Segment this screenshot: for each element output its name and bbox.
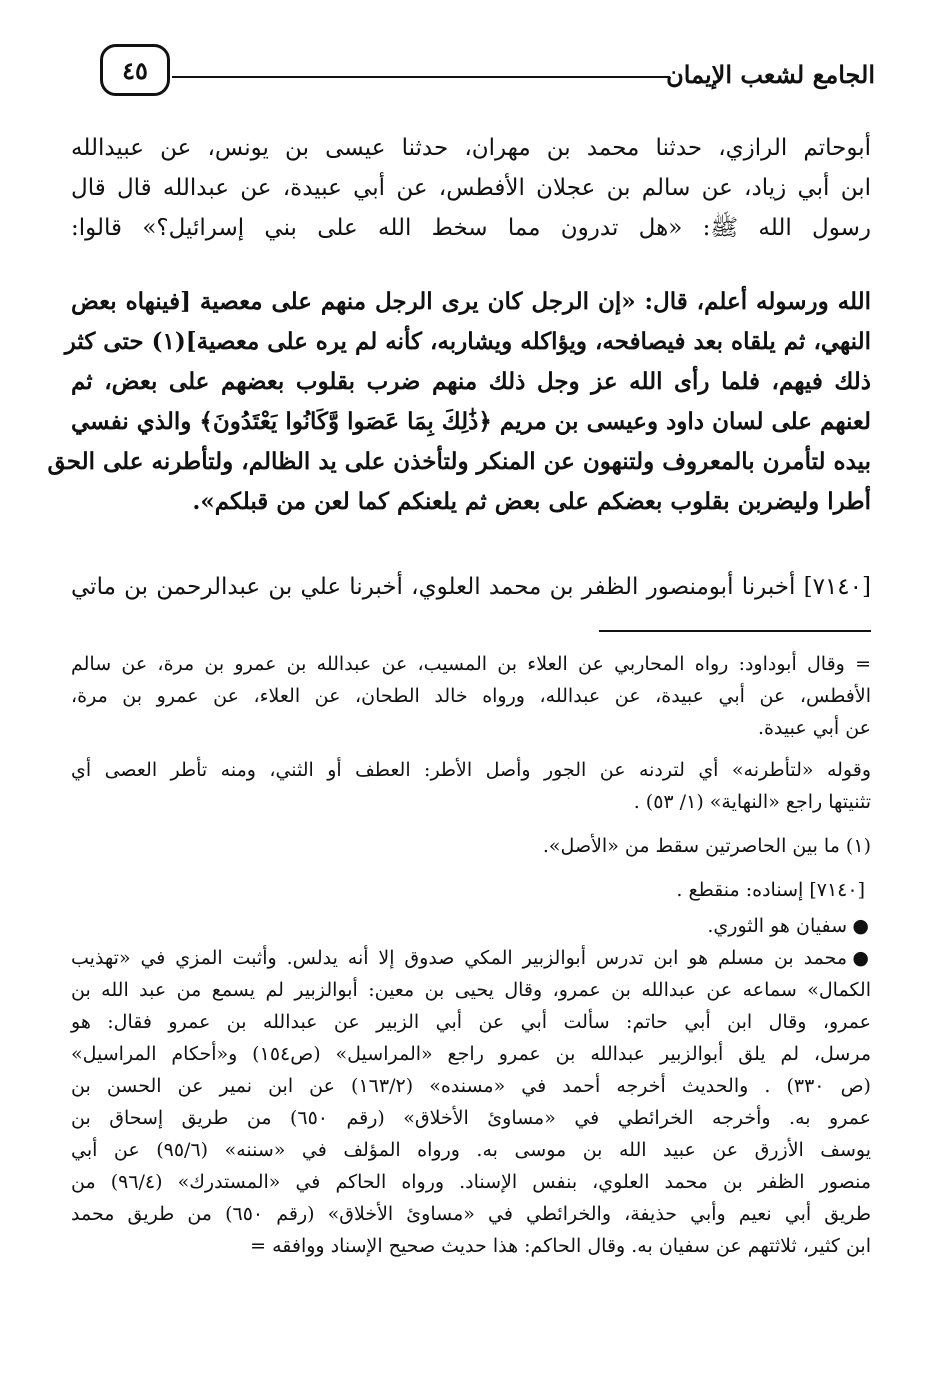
- bullet-text: سفيان هو الثوري.: [707, 915, 847, 937]
- footnote-line: عن أبي عبيدة.: [757, 717, 871, 739]
- text-line: أبوحاتم الرازي، حدثنا محمد بن مهران، حدثنا عيسى بن يونس، عن عبيدالله: [71, 135, 871, 161]
- footnote-line: الكمال» سماعه عن عبدالله بن عمرو، وقال يحيى بن معين: أبوالزبير لم يسمع من عبد الله بن: [71, 979, 871, 1001]
- footnote-line: مرسل، لم يلق أبوالزبير عبدالله بن عمرو راجع «المراسيل» (ص١٥٤) و«أحكام المراسيل»: [71, 1043, 872, 1065]
- text-line: ابن أبي زياد، عن سالم بن عجلان الأفطس، عن أبي عبيدة، عن عبدالله قال قال: [71, 175, 871, 201]
- text-line: [٧١٤٠] أخبرنا أبومنصور الظفر بن محمد العلوي، أخبرنا علي بن عبدالرحمن بن ماتي: [71, 574, 871, 600]
- bullet-text: محمد بن مسلم هو ابن تدرس أبوالزبير المكي صدوق إلا أنه يدلس. وأثبت المزي في «تهذيب: [71, 947, 847, 969]
- footnote-line: عمرو، وقال ابن أبي حاتم: سألت أبي عن أبي الزبير عن عبدالله بن عمرو فقال: هو: [71, 1011, 871, 1033]
- bullet-icon: ●: [852, 947, 869, 969]
- footnote-line: طريق أبي نعيم وأبي حذيفة، والخرائطي في «مساوئ الأخلاق» (رقم ٦٥٠) من طريق محمد: [71, 1203, 871, 1225]
- footnote-1: [71, 830, 871, 862]
- text-line: النهي، ثم يلقاه بعد فيصافحه، ويؤاكله ويشاربه، كأنه لم يره على معصية](١) حتى كثر: [64, 328, 871, 355]
- footnote-block-2: [71, 754, 871, 818]
- text-line: الله ورسوله أعلم، قال: «إن الرجل كان يرى الرجل منهم على معصية [فينهاه بعض: [71, 288, 871, 315]
- footnote-line: [71, 942, 871, 974]
- running-header: [100, 42, 875, 102]
- paragraph-2: [47, 282, 871, 522]
- text-line: ذلك فيهم، فلما رأى الله عز وجل ذلك منهم ضرب بقلوب بعضهم على بعض، ثم: [71, 368, 871, 395]
- footnote-block-1: [71, 648, 871, 744]
- footnote-line: (ص ٣٣٠) . والحديث أخرجه أحمد في «مسنده» (١٦٣/٢) عن ابن نمير عن الحسن بن: [71, 1075, 871, 1097]
- page-number: ٤٥: [122, 55, 148, 85]
- footnote-line: يوسف الأزرق عن عبيد الله بن موسى به. ورواه المؤلف في «سننه» (٩٥/٦) عن أبي: [71, 1139, 872, 1161]
- footnote-line: منصور الظفر بن محمد العلوي، بنفس الإسناد. ورواه الحاكم في «المستدرك» (٩٦/٤) من: [71, 1171, 872, 1193]
- footnote-line: [٧١٤٠] إسناده: منقطع .: [676, 879, 865, 901]
- paragraph-3: [71, 567, 871, 607]
- text-line: أطرا وليضربن بقلوب بعضكم على بعض ثم يلعنكم كما لعن من قبلكم».: [192, 488, 871, 515]
- footnote-line: [71, 910, 871, 942]
- footnote-line: (١) ما بين الحاصرتين سقط من «الأصل».: [542, 835, 871, 857]
- isnad-note: [71, 874, 871, 906]
- header-rule: [172, 76, 670, 78]
- footnote-line: وقوله «لتأطرنه» أي لتردنه عن الجور وأصل الأطر: العطف أو الثني، ومنه تأطر العصى أي: [71, 759, 871, 781]
- text-line: رسول الله ﷺ: «هل تدرون مما سخط الله على بني إسرائيل؟» قالوا:: [71, 215, 871, 241]
- bullet-note-1: [71, 910, 871, 942]
- bullet-note-2: [71, 942, 871, 1262]
- book-title: الجامع لشعب الإيمان: [666, 60, 875, 89]
- footnote-line: الأفطس، عن أبي عبيدة، عن عبدالله، ورواه خالد الطحان، عن العلاء، عن عمرو بن مرة،: [71, 685, 871, 707]
- paragraph-1: [71, 128, 871, 248]
- footnote-line: ابن كثير، ثلاثتهم عن سفيان به. وقال الحاكم: هذا حديث صحيح الإسناد ووافقه =: [250, 1235, 871, 1257]
- footnote-line: عمرو به. وأخرجه الخرائطي في «مساوئ الأخلاق» (رقم ٦٥٠) من طريق إسحاق بن: [71, 1107, 871, 1129]
- page-number-box: [100, 44, 170, 96]
- text-line: لعنهم على لسان داود وعيسى بن مريم ﴿ذَٰلِكَ بِمَا عَصَوا وَّكَانُوا يَعْتَدُونَ﴾ والذي نفسي: [71, 408, 871, 435]
- footnote-line: = وقال أبوداود: رواه المحاربي عن العلاء بن المسيب، عن عبدالله بن عمرو بن مرة، عن سالم: [71, 653, 871, 675]
- footnote-separator: [599, 630, 871, 632]
- text-line: بيده لتأمرن بالمعروف ولتنهون عن المنكر ولتأخذن على يد الظالم، ولتأطرنه على الحق: [47, 448, 871, 475]
- bullet-icon: ●: [852, 915, 869, 937]
- footnote-line: تثنيتها راجع «النهاية» (١/ ٥٣) .: [633, 791, 871, 813]
